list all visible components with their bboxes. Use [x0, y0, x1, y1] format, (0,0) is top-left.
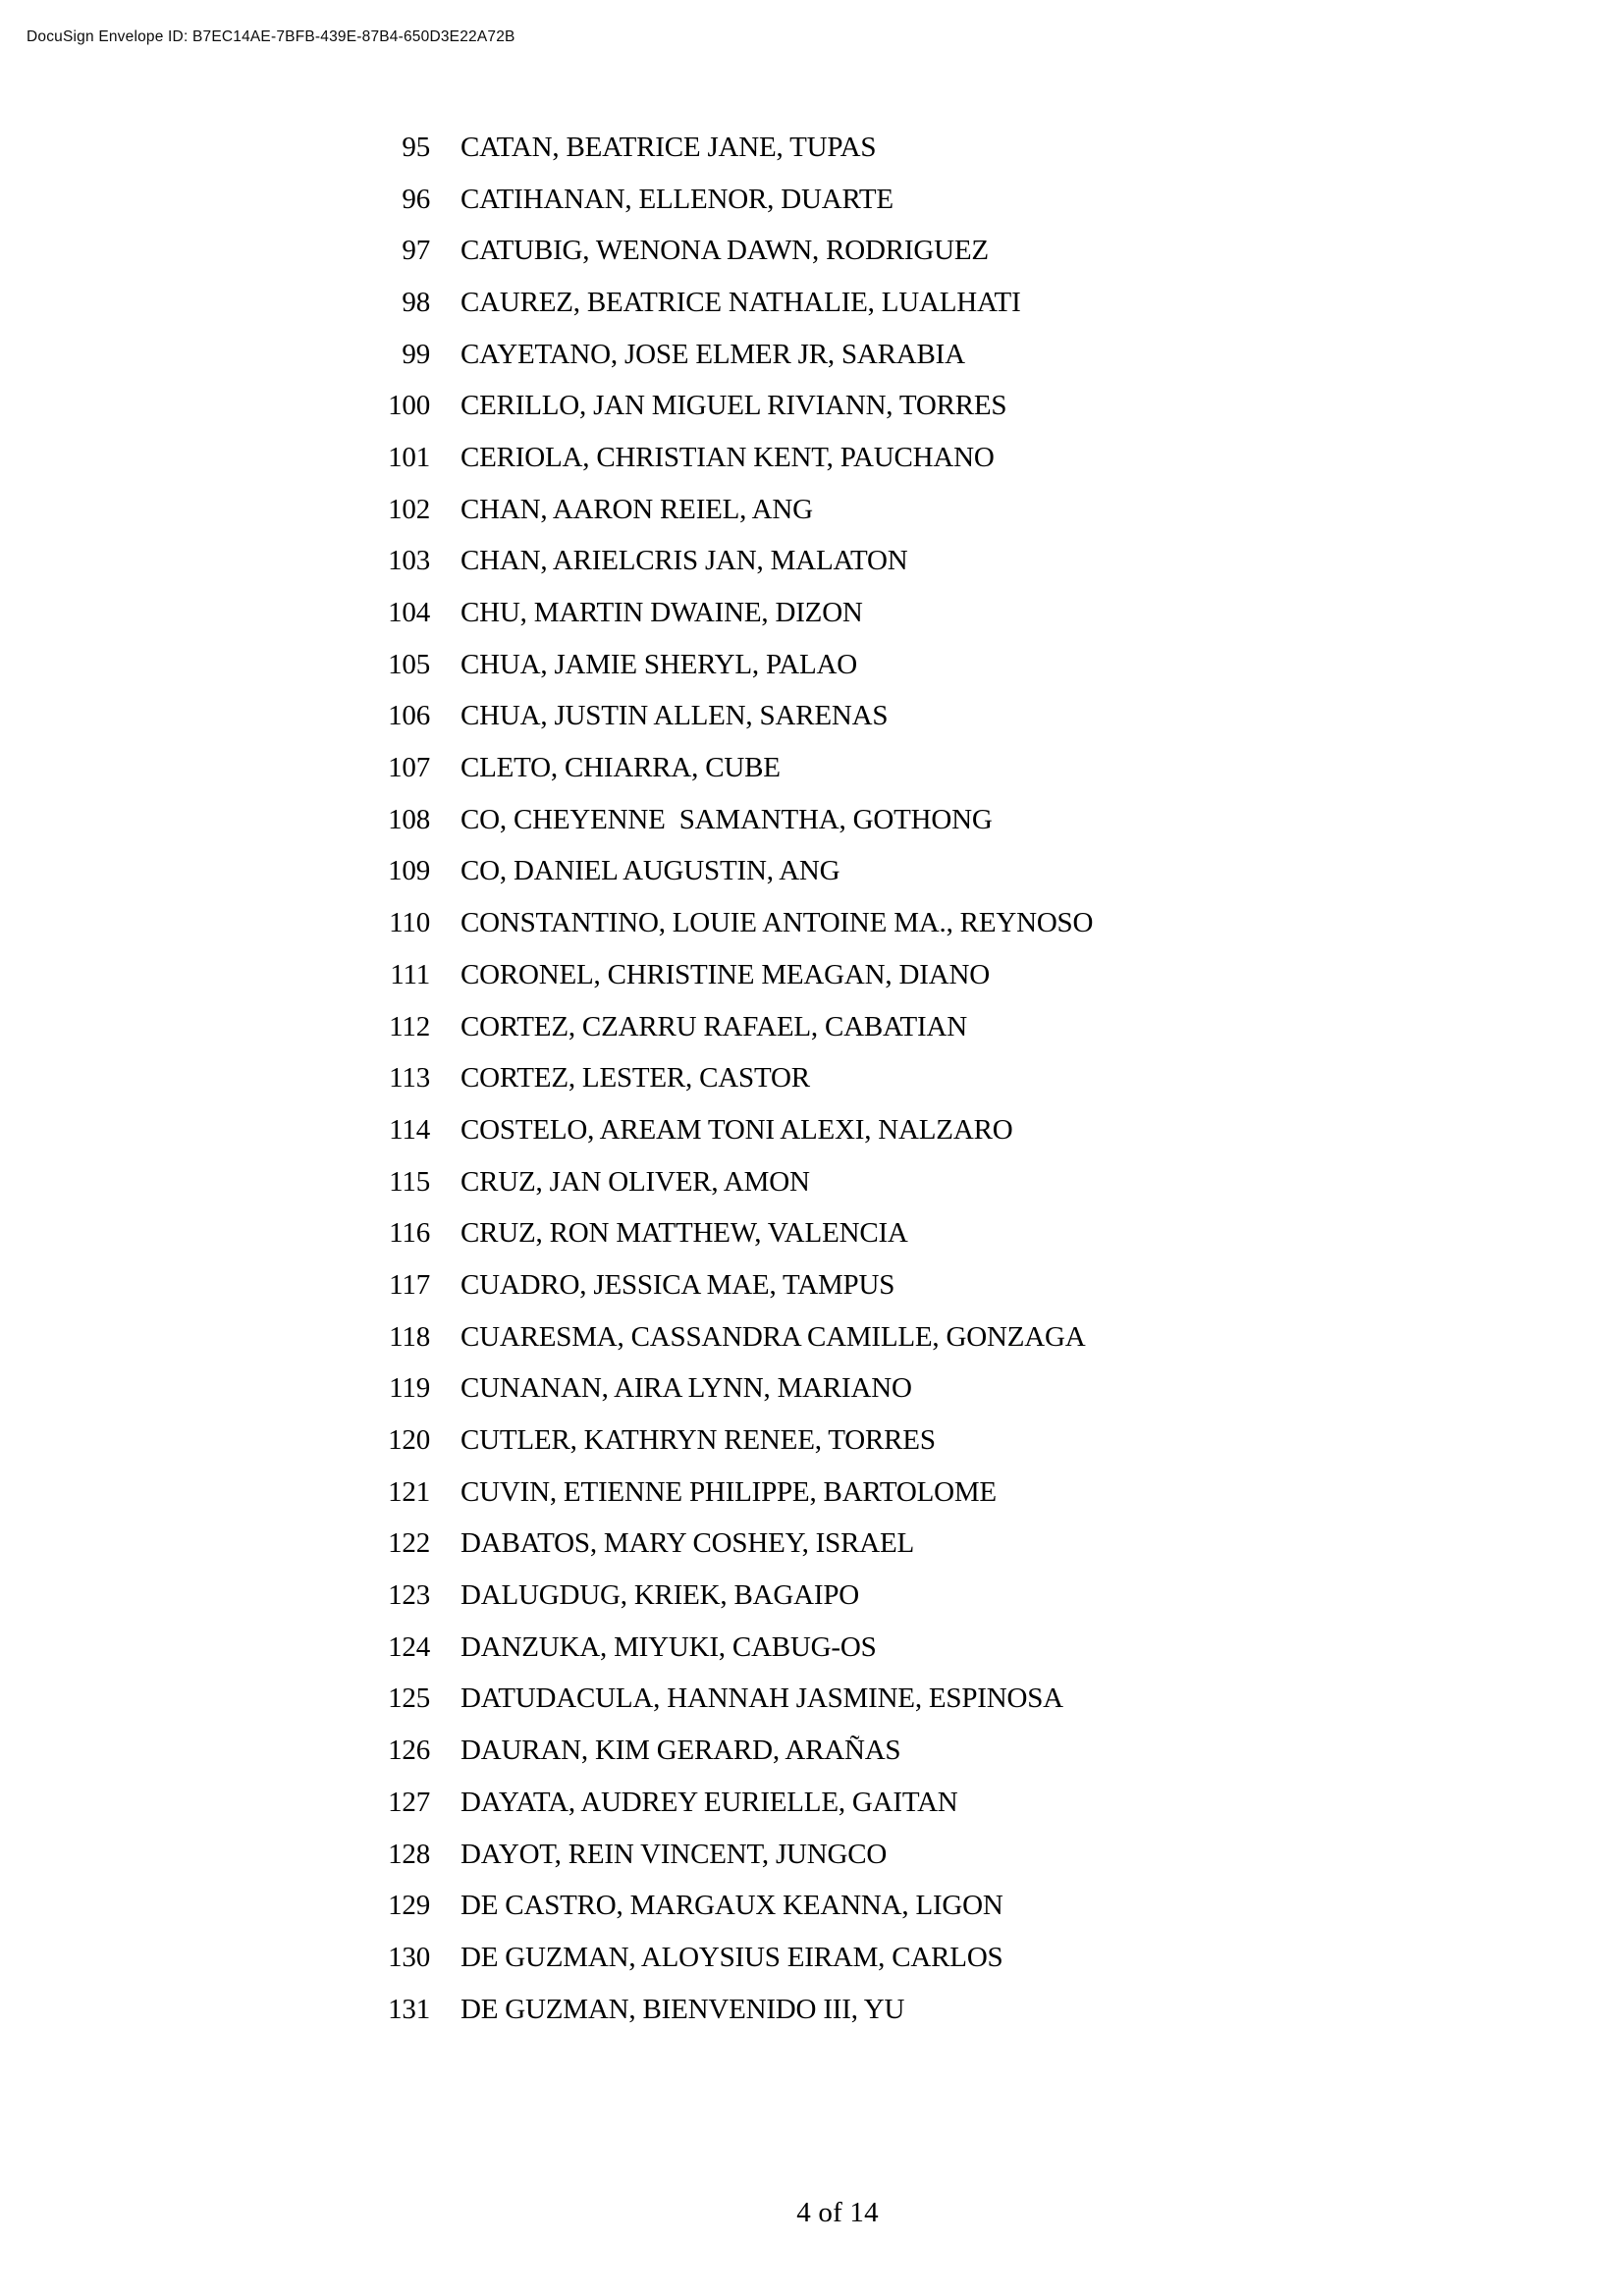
- roster-row: [0, 536, 1624, 588]
- roster-row-name: CUTLER, KATHRYN RENEE, TORRES: [460, 1424, 936, 1457]
- roster-row: [0, 897, 1624, 949]
- roster-row-name: DABATOS, MARY COSHEY, ISRAEL: [460, 1527, 914, 1560]
- roster-row-number: 98: [402, 286, 430, 318]
- roster-row: [0, 1156, 1624, 1208]
- roster-row-number: 113: [389, 1062, 430, 1095]
- roster-row-name: DAURAN, KIM GERARD, ARAÑAS: [460, 1735, 901, 1767]
- roster-row-number: 107: [388, 752, 430, 784]
- roster-row: [0, 1415, 1624, 1467]
- roster-row-name: CAUREZ, BEATRICE NATHALIE, LUALHATI: [460, 286, 1021, 318]
- roster-row-number: 130: [388, 1941, 430, 1973]
- roster-row: [0, 1777, 1624, 1829]
- roster-row-number: 108: [388, 803, 430, 835]
- roster-row-number: 121: [388, 1475, 430, 1508]
- roster-row-name: DE CASTRO, MARGAUX KEANNA, LIGON: [460, 1890, 1003, 1922]
- roster-row: [0, 691, 1624, 743]
- roster-row-name: CERILLO, JAN MIGUEL RIVIANN, TORRES: [460, 390, 1007, 422]
- roster-row-name: CUVIN, ETIENNE PHILIPPE, BARTOLOME: [460, 1475, 997, 1508]
- roster-row: [0, 329, 1624, 381]
- roster-row-name: CORONEL, CHRISTINE MEAGAN, DIANO: [460, 958, 990, 990]
- roster-row-number: 109: [388, 855, 430, 887]
- roster-row: [0, 1311, 1624, 1363]
- roster-row: [0, 380, 1624, 432]
- roster-row: [0, 484, 1624, 536]
- roster-row-name: DALUGDUG, KRIEK, BAGAIPO: [460, 1579, 860, 1612]
- roster-row: [0, 1363, 1624, 1415]
- roster-row-name: CAYETANO, JOSE ELMER JR, SARABIA: [460, 338, 965, 370]
- roster-row-name: DAYATA, AUDREY EURIELLE, GAITAN: [460, 1786, 958, 1818]
- roster-row-number: 116: [389, 1217, 430, 1250]
- roster-row-number: 114: [389, 1113, 430, 1146]
- roster-row-number: 117: [389, 1268, 430, 1301]
- roster-row-name: DAYOT, REIN VINCENT, JUNGCO: [460, 1838, 888, 1870]
- roster-row: [0, 587, 1624, 639]
- roster-row: [0, 1052, 1624, 1104]
- roster-row-name: CHAN, AARON REIEL, ANG: [460, 493, 813, 525]
- roster-row-number: 105: [388, 648, 430, 680]
- roster-row-number: 131: [388, 1993, 430, 2025]
- name-roster: [0, 122, 1624, 2035]
- roster-row-name: CUARESMA, CASSANDRA CAMILLE, GONZAGA: [460, 1320, 1086, 1353]
- roster-row-name: CUNANAN, AIRA LYNN, MARIANO: [460, 1372, 912, 1405]
- roster-row: [0, 277, 1624, 329]
- roster-row-number: 95: [402, 131, 430, 163]
- roster-row-name: CATUBIG, WENONA DAWN, RODRIGUEZ: [460, 235, 989, 267]
- roster-row-name: CONSTANTINO, LOUIE ANTOINE MA., REYNOSO: [460, 907, 1094, 939]
- roster-row-name: DANZUKA, MIYUKI, CABUG-OS: [460, 1630, 877, 1663]
- roster-row: [0, 846, 1624, 898]
- roster-row-number: 129: [388, 1890, 430, 1922]
- roster-row-number: 97: [402, 235, 430, 267]
- roster-row: [0, 1570, 1624, 1622]
- roster-row: [0, 122, 1624, 174]
- roster-row-number: 128: [388, 1838, 430, 1870]
- docusign-envelope-id: DocuSign Envelope ID: B7EC14AE-7BFB-439E-87B4-650D3E22A72B: [27, 28, 515, 45]
- roster-row: [0, 949, 1624, 1001]
- roster-row: [0, 742, 1624, 794]
- roster-row-number: 112: [389, 1010, 430, 1042]
- roster-row: [0, 1467, 1624, 1519]
- page-number: 4 of 14: [796, 2197, 879, 2228]
- roster-row-name: CRUZ, JAN OLIVER, AMON: [460, 1165, 810, 1198]
- roster-row-number: 127: [388, 1786, 430, 1818]
- roster-row-number: 120: [388, 1424, 430, 1457]
- roster-row-name: CO, CHEYENNE SAMANTHA, GOTHONG: [460, 803, 993, 835]
- roster-row-name: CHAN, ARIELCRIS JAN, MALATON: [460, 545, 908, 577]
- roster-row-number: 99: [402, 338, 430, 370]
- roster-row: [0, 794, 1624, 846]
- roster-row-name: CHUA, JAMIE SHERYL, PALAO: [460, 648, 858, 680]
- roster-row: [0, 1829, 1624, 1881]
- roster-row-number: 106: [388, 700, 430, 732]
- roster-row: [0, 1207, 1624, 1259]
- roster-row: [0, 1725, 1624, 1777]
- roster-row-number: 122: [388, 1527, 430, 1560]
- roster-row-name: CORTEZ, LESTER, CASTOR: [460, 1062, 810, 1095]
- roster-row-number: 126: [388, 1735, 430, 1767]
- roster-row-number: 101: [388, 441, 430, 473]
- roster-row-number: 119: [389, 1372, 430, 1405]
- roster-row-name: CORTEZ, CZARRU RAFAEL, CABATIAN: [460, 1010, 967, 1042]
- roster-row-number: 104: [388, 597, 430, 629]
- roster-row-number: 96: [402, 183, 430, 215]
- roster-row-number: 100: [388, 390, 430, 422]
- roster-row-name: CATIHANAN, ELLENOR, DUARTE: [460, 183, 893, 215]
- roster-row: [0, 1880, 1624, 1932]
- roster-row: [0, 1984, 1624, 2036]
- roster-row: [0, 1519, 1624, 1571]
- roster-row-name: DE GUZMAN, ALOYSIUS EIRAM, CARLOS: [460, 1941, 1003, 1973]
- roster-row-name: CUADRO, JESSICA MAE, TAMPUS: [460, 1268, 895, 1301]
- roster-row-number: 124: [388, 1630, 430, 1663]
- roster-row-name: CHUA, JUSTIN ALLEN, SARENAS: [460, 700, 889, 732]
- roster-row-number: 111: [390, 958, 430, 990]
- roster-row: [0, 1259, 1624, 1311]
- roster-row: [0, 1104, 1624, 1156]
- roster-row: [0, 225, 1624, 277]
- roster-row-number: 115: [389, 1165, 430, 1198]
- roster-row-name: COSTELO, AREAM TONI ALEXI, NALZARO: [460, 1113, 1013, 1146]
- roster-row-name: CO, DANIEL AUGUSTIN, ANG: [460, 855, 840, 887]
- roster-row: [0, 432, 1624, 484]
- roster-row-name: DE GUZMAN, BIENVENIDO III, YU: [460, 1993, 905, 2025]
- roster-row-number: 125: [388, 1682, 430, 1715]
- roster-row-number: 103: [388, 545, 430, 577]
- roster-row: [0, 1932, 1624, 1984]
- roster-row-name: CHU, MARTIN DWAINE, DIZON: [460, 597, 863, 629]
- roster-row-name: CLETO, CHIARRA, CUBE: [460, 752, 781, 784]
- roster-row-number: 110: [389, 907, 430, 939]
- roster-row: [0, 174, 1624, 226]
- roster-row: [0, 639, 1624, 691]
- roster-row-number: 118: [389, 1320, 430, 1353]
- roster-row-number: 123: [388, 1579, 430, 1612]
- roster-row: [0, 1622, 1624, 1674]
- roster-row-name: DATUDACULA, HANNAH JASMINE, ESPINOSA: [460, 1682, 1063, 1715]
- roster-row-name: CRUZ, RON MATTHEW, VALENCIA: [460, 1217, 908, 1250]
- roster-row: [0, 1001, 1624, 1053]
- roster-row-number: 102: [388, 493, 430, 525]
- roster-row: [0, 1674, 1624, 1726]
- roster-row-name: CATAN, BEATRICE JANE, TUPAS: [460, 131, 877, 163]
- roster-row-name: CERIOLA, CHRISTIAN KENT, PAUCHANO: [460, 441, 995, 473]
